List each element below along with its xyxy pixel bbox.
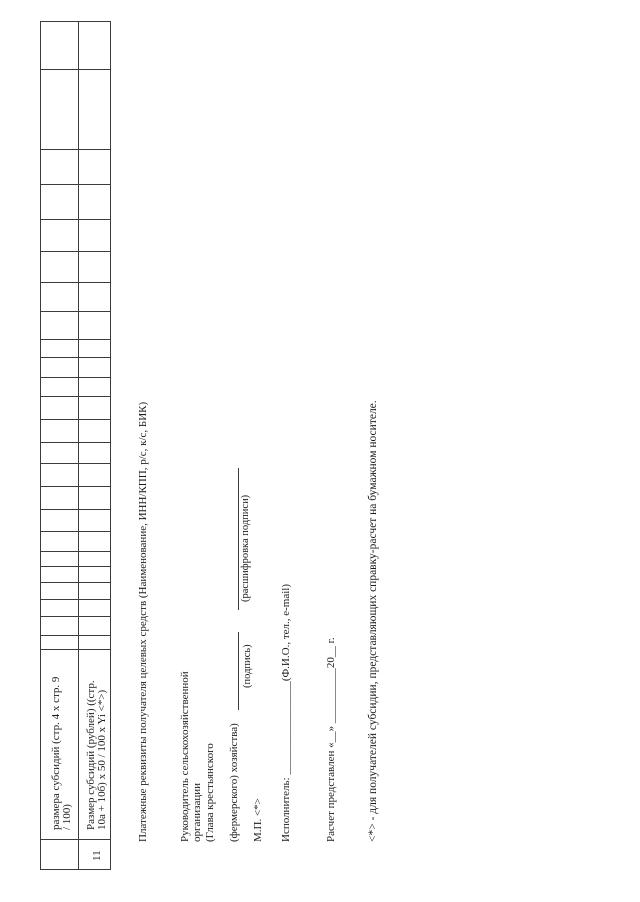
table-cell	[79, 149, 111, 184]
table-cell	[41, 635, 79, 649]
table-cell	[79, 531, 111, 551]
table-cell	[41, 396, 79, 419]
table-cell	[79, 357, 111, 377]
table-cell	[79, 311, 111, 339]
table-cell	[41, 582, 79, 599]
stamp-label: М.П. <*>	[252, 798, 264, 842]
table-cell	[79, 339, 111, 357]
description-line: / 100)	[61, 804, 73, 830]
table-cell	[79, 251, 111, 282]
row-description	[51, 677, 73, 830]
table-cell	[41, 69, 79, 149]
table-cell	[41, 377, 79, 396]
table-cell	[41, 599, 79, 616]
table-cell	[41, 219, 79, 251]
table-cell	[79, 566, 111, 582]
signatory-title-line: (фермерского) хозяйства)	[228, 723, 240, 842]
table-cell	[79, 582, 111, 599]
table-cell	[41, 357, 79, 377]
table-cell	[41, 551, 79, 566]
table-cell	[41, 282, 79, 311]
signatory-title-line: Руководитель сельскохозяйственной	[179, 671, 191, 842]
signatory-title-line: (Глава крестьянского	[204, 743, 216, 842]
table-cell	[79, 551, 111, 566]
signature-name-line	[238, 468, 239, 610]
table-cell	[41, 442, 79, 463]
table-cell	[41, 463, 79, 486]
table-cell	[79, 21, 111, 69]
submitted-date-line: Расчет представлен «__» __________20__ г.	[325, 637, 337, 842]
row-number: 11	[90, 850, 103, 861]
row-description-cell	[79, 649, 111, 839]
row-description-cell	[41, 649, 79, 839]
signature-name-caption: (расшифровка подписи)	[240, 494, 251, 602]
executor-line: Исполнитель: _________________(Ф.И.О., тел., e-mail)	[280, 583, 292, 842]
subsidy-table	[40, 21, 111, 870]
footnote: <*> - для получателей субсидии, представляющих справку-расчет на бумажном носителе.	[367, 400, 379, 842]
table-cell	[41, 184, 79, 219]
table-cell	[41, 616, 79, 635]
table-cell	[79, 616, 111, 635]
table-cell	[79, 184, 111, 219]
payment-details-label: Платежные реквизиты получателя целевых средств (Наименование, ИНН/КПП, р/с, к/с, БИК)	[137, 401, 149, 842]
table-cell	[41, 21, 79, 69]
table-cell	[79, 509, 111, 531]
table-cell	[41, 339, 79, 357]
table-cell	[41, 419, 79, 442]
description-line: Размер субсидий (рублей) ((стр.	[85, 680, 97, 830]
table-cell	[41, 566, 79, 582]
table-cell	[79, 635, 111, 649]
row-number-cell	[79, 839, 111, 869]
table-cell	[79, 69, 111, 149]
table-cell	[79, 377, 111, 396]
table-cell	[79, 219, 111, 251]
table-cell	[79, 599, 111, 616]
description-line: 10а + 10б) x 50 / 100 x Yi <*>)	[96, 689, 108, 830]
table-cell	[79, 396, 111, 419]
table-cell	[41, 531, 79, 551]
table-cell	[79, 442, 111, 463]
description-line: размера субсидий (стр. 4 x стр. 9	[50, 676, 62, 830]
table-cell	[41, 509, 79, 531]
signatory-title-line: организации	[191, 782, 203, 842]
table-cell	[41, 251, 79, 282]
table-cell	[41, 486, 79, 509]
table-cell	[79, 463, 111, 486]
table-cell	[41, 149, 79, 184]
row-description	[86, 680, 108, 830]
table-cell	[79, 419, 111, 442]
row-number-cell	[41, 839, 79, 869]
signature-line	[238, 632, 239, 710]
table-cell	[41, 311, 79, 339]
signature-caption: (подпись)	[242, 644, 253, 688]
table-cell	[79, 486, 111, 509]
table-cell	[79, 282, 111, 311]
